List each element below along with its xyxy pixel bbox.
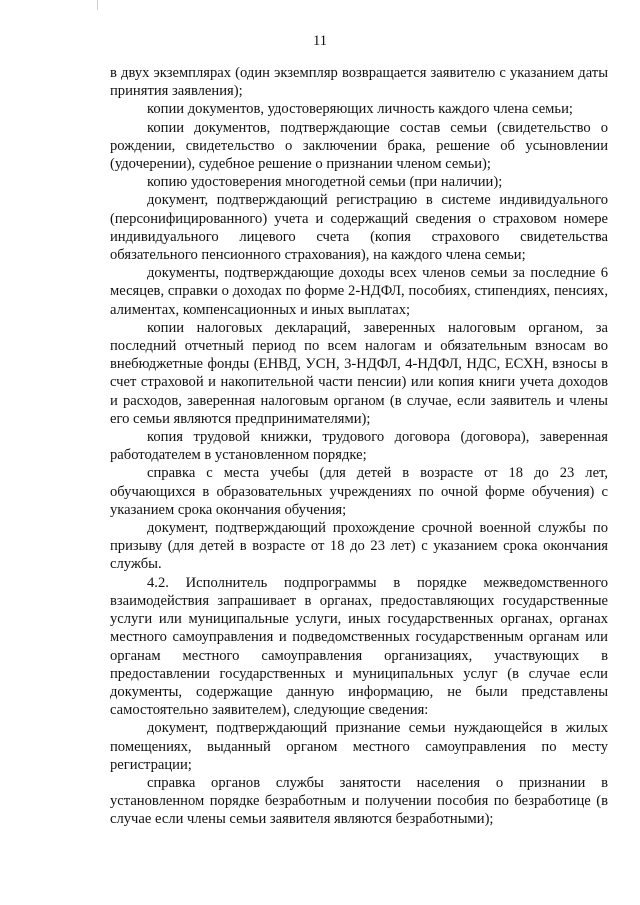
paragraph-tax-declarations: копии налоговых деклараций, заверенных налоговым органом, за последний отчетный период по всем налогам и обязательным взносам во внебюджетные фонды (ЕНВД, УСН, 3-НДФЛ, 4-НДФЛ, НДС, ЕСХН, взносы в счет страховой и накопительной части пенсии) или копия книги учета доходов и расходов, заверенная налоговым органом (в случае, если заявитель и члены его семьи являются предпринимателями);	[110, 319, 608, 427]
paragraph-family-composition: копии документов, подтверждающие состав семьи (свидетельство о рождении, свидетельство о заключении брака, решение об усыновлении (удочерении), судебное решение о признании членом семьи);	[110, 119, 608, 173]
paragraph-insurance-registration: документ, подтверждающий регистрацию в системе индивидуального (персонифицированного) учета и содержащий сведения о страховом номере индивидуального лицевого счета (копия страхового свидетельства обязательного пенсионного страхования), на каждого члена семьи;	[110, 192, 608, 264]
paragraph-section-4-2: 4.2. Исполнитель подпрограммы в порядке межведомственного взаимодействия запрашивает в органах, предоставляющих государственные услуги или муниципальные услуги, иных государственных органах, органах местного самоуправления и подведомственных государственным органам или органам местного самоуправления организациях, участвующих в предоставлении государственных и муниципальных услуг (в случае если документы, содержащие данную информацию, не были представлены самостоятельно заявителем), следующие сведения:	[110, 574, 608, 719]
page-number: 11	[313, 33, 327, 49]
paragraph-study-certificate: справка с места учебы (для детей в возрасте от 18 до 23 лет, обучающихся в образовательных учреждениях по очной форме обучения) с указанием срока окончания обучения;	[110, 465, 608, 518]
paragraph-continuation: в двух экземплярах (один экземпляр возвращается заявителю с указанием даты принятия заявления);	[110, 65, 608, 100]
scan-margin-mark	[97, 0, 98, 10]
paragraph-employment-record: копия трудовой книжки, трудового договора (договора), заверенная работодателем в установленном порядке;	[110, 429, 608, 464]
paragraph-military-service: документ, подтверждающий прохождение срочной военной службы по призыву (для детей в возрасте от 18 до 23 лет) с указанием срока окончания службы.	[110, 520, 608, 573]
paragraph-unemployment-certificate: справка органов службы занятости населения о признании в установленном порядке безработным и получении пособия по безработице (в случае если члены семьи заявителя являются безработными);	[110, 774, 608, 828]
paragraph-identity-documents: копии документов, удостоверяющих личность каждого члена семьи;	[147, 101, 573, 118]
paragraph-large-family-certificate: копию удостоверения многодетной семьи (при наличии);	[147, 174, 503, 191]
paragraph-income-documents: документы, подтверждающие доходы всех членов семьи за последние 6 месяцев, справки о доходах по форме 2-НДФЛ, пособиях, стипендиях, пенсиях, алиментах, компенсационных и иных выплатах;	[110, 265, 608, 318]
paragraph-housing-need: документ, подтверждающий признание семьи нуждающейся в жилых помещениях, выданный органом местного самоуправления по месту регистрации;	[110, 720, 608, 773]
document-body	[110, 64, 608, 829]
